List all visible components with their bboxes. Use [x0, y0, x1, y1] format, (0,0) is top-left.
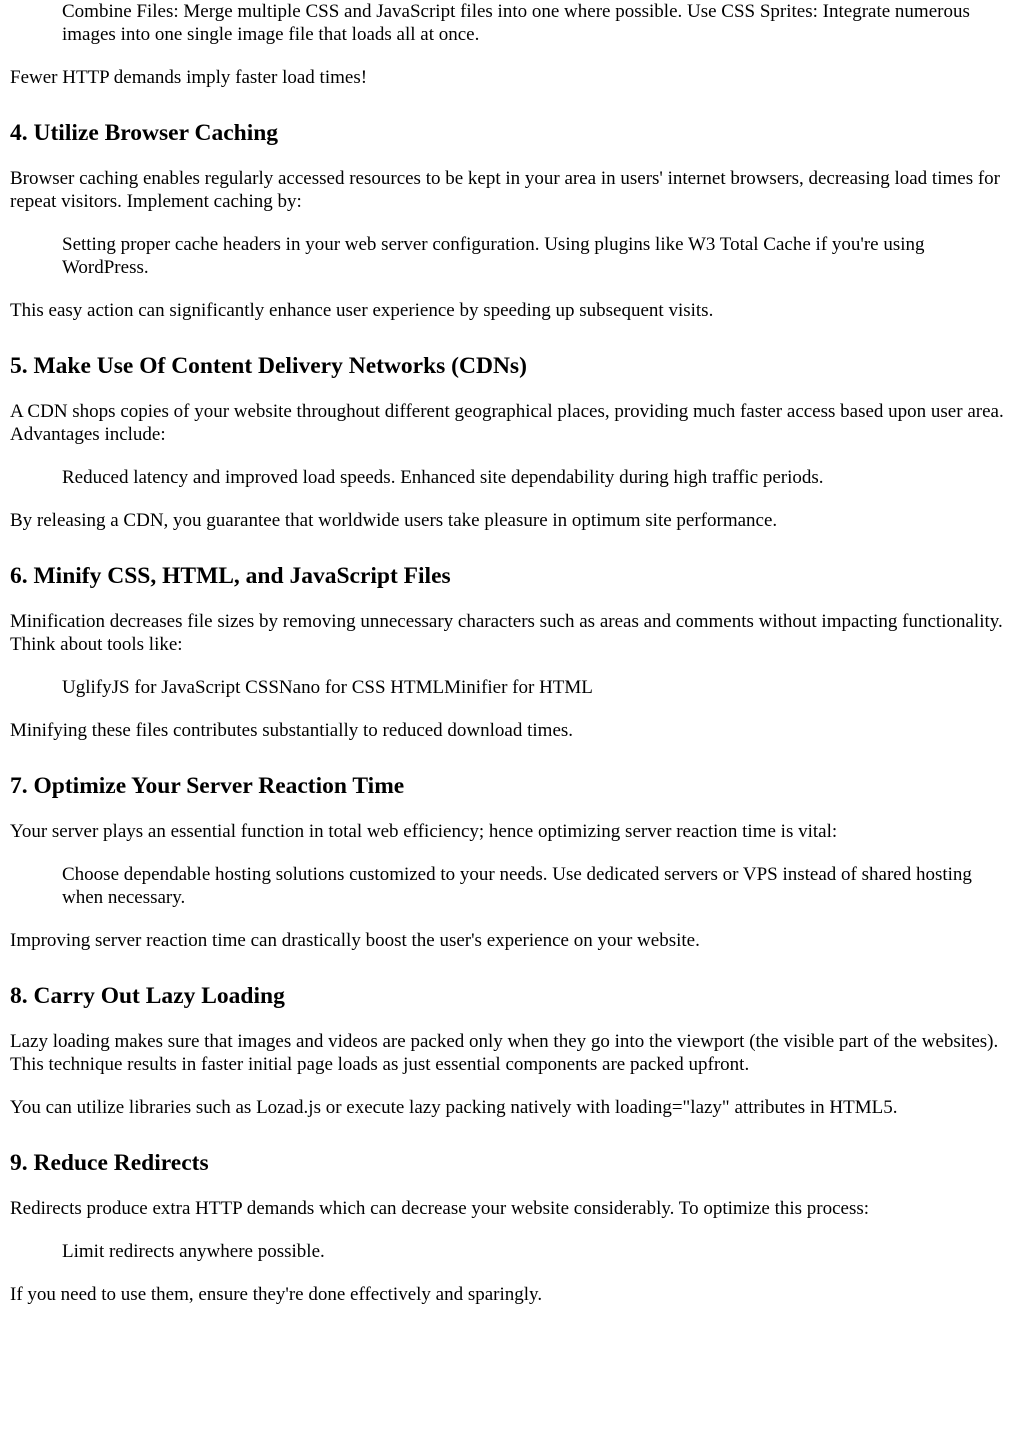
section-after-paragraph: You can utilize libraries such as Lozad.js or execute lazy packing natively with loading="lazy" attributes in HTML5. [10, 1097, 898, 1118]
section-after-paragraph: If you need to use them, ensure they're done effectively and sparingly. [10, 1284, 543, 1305]
section-after-paragraph: This easy action can significantly enhance user experience by speeding up subsequent visits. [10, 300, 714, 321]
section-paragraph: A CDN shops copies of your website throughout different geographical places, providing much faster access based upon user area. Advantages include: [10, 401, 1004, 445]
section-server-reaction [10, 772, 1014, 952]
section-after-paragraph: By releasing a CDN, you guarantee that worldwide users take pleasure in optimum site performance. [10, 510, 778, 531]
section-cdn [10, 352, 1014, 532]
section-heading: 4. Utilize Browser Caching [10, 120, 279, 146]
section-block: UglifyJS for JavaScript CSSNano for CSS HTMLMinifier for HTML [62, 677, 593, 698]
section-after-paragraph: Minifying these files contributes substantially to reduced download times. [10, 720, 574, 741]
section-block: Setting proper cache headers in your web server configuration. Using plugins like W3 Total Cache if you're using WordPress. [62, 234, 925, 278]
section-block: Limit redirects anywhere possible. [62, 1241, 325, 1262]
section-block: Choose dependable hosting solutions customized to your needs. Use dedicated servers or VPS instead of shared hosting when necessary. [62, 864, 972, 908]
section-minify [10, 562, 1014, 742]
section-heading: 5. Make Use Of Content Delivery Networks (CDNs) [10, 353, 527, 379]
intro-block: Combine Files: Merge multiple CSS and JavaScript files into one where possible. Use CSS Sprites: Integrate numerous images into one single image file that loads all at once. [62, 1, 970, 45]
section-after-paragraph: Improving server reaction time can drastically boost the user's experience on your website. [10, 930, 700, 951]
section-heading: 9. Reduce Redirects [10, 1150, 209, 1176]
section-lazy-loading [10, 982, 1014, 1119]
section-paragraph: Your server plays an essential function in total web efficiency; hence optimizing server reaction time is vital: [10, 821, 838, 842]
section-paragraph: Minification decreases file sizes by removing unnecessary characters such as areas and comments without impacting functionality. Think about tools like: [10, 611, 1003, 655]
section-heading: 8. Carry Out Lazy Loading [10, 983, 285, 1009]
section-block: Reduced latency and improved load speeds. Enhanced site dependability during high traffic periods. [62, 467, 824, 488]
section-heading: 7. Optimize Your Server Reaction Time [10, 773, 405, 799]
section-heading: 6. Minify CSS, HTML, and JavaScript Files [10, 563, 451, 589]
intro-after-paragraph: Fewer HTTP demands imply faster load times! [10, 67, 368, 88]
section-browser-caching [10, 119, 1014, 322]
section-paragraph: Lazy loading makes sure that images and videos are packed only when they go into the viewport (the visible part of the websites). This technique results in faster initial page loads as just essential components are packed upfront. [10, 1031, 999, 1075]
section-redirects [10, 1149, 1014, 1306]
section-paragraph: Browser caching enables regularly accessed resources to be kept in your area in users' internet browsers, decreasing load times for repeat visitors. Implement caching by: [10, 168, 1000, 212]
section-paragraph: Redirects produce extra HTTP demands which can decrease your website considerably. To optimize this process: [10, 1198, 870, 1219]
